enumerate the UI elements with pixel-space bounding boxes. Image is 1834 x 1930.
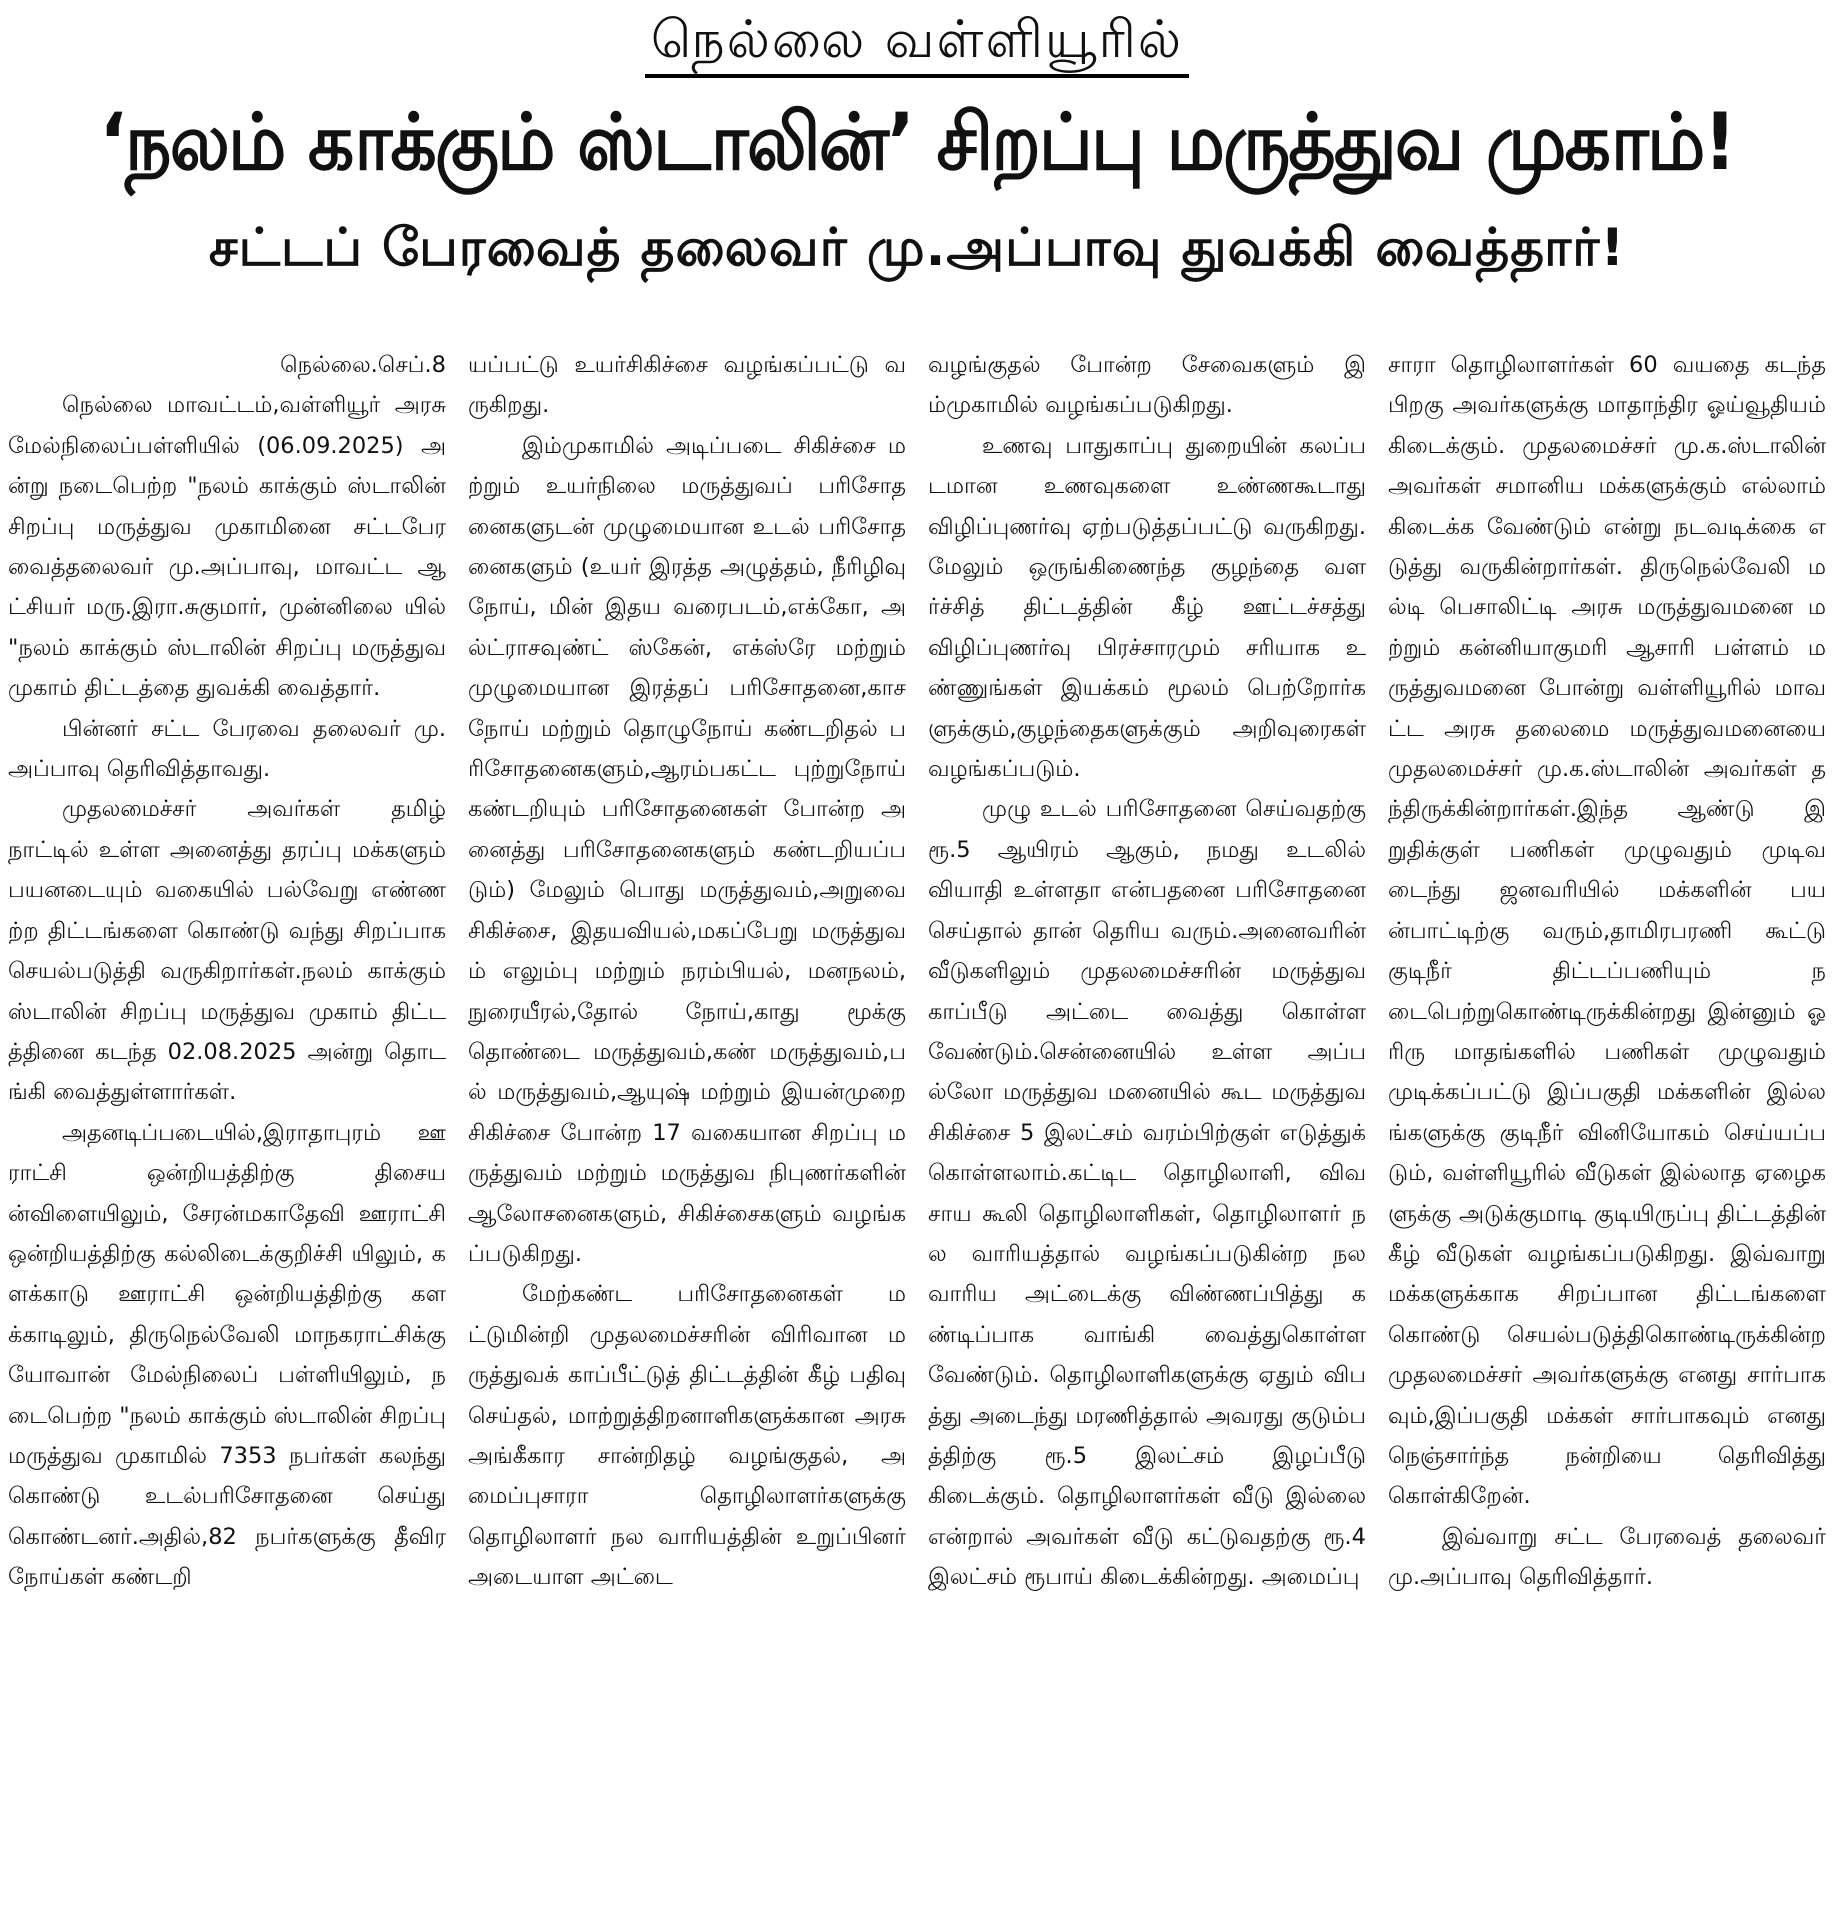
paragraph: மேற்கண்ட பரிசோதனைகள் மட்டுமின்றி முதலமைச்சரின் விரிவான மருத்துவக் காப்பீட்டுத் திட்டத்தின் கீழ் பதிவு செய்தல், மாற்றுத்திறனாளிகளுக்கான அரசு அங்கீகார சான்றிதழ் வழங்குதல், அமைப்புசாரா தொழிலாளர்களுக்கு தொழிலாளர் நல வாரியத்தின் உறுப்பினர் அடையாள அட்டை bbox=[468, 1281, 906, 1591]
paragraph: இவ்வாறு சட்ட பேரவைத் தலைவர் மு.அப்பாவு தெரிவித்தார். bbox=[1388, 1523, 1826, 1591]
paragraph: முழு உடல் பரிசோதனை செய்வதற்கு ரூ.5 ஆயிரம் ஆகும், நமது உடலில் வியாதி உள்ளதா என்பதனை பரிசோதனை செய்தால் தான் தெரிய வரும்.அனைவரின் வீடுகளிலும் முதலமைச்சரின் மருத்துவ காப்பீடு அட்டை வைத்து கொள்ள வேண்டும்.சென்னையில் உள்ள அப்பல்லோ மருத்துவ மனையில் கூட மருத்துவ சிகிச்சை 5 இலட்சம் வரம்பிற்குள் எடுத்துக் கொள்ளலாம்.கட்டிட தொழிலாளி, விவசாய கூலி தொழிலாளிகள், தொழிலாளர் நல வாரியத்தால் வழங்கப்படுகின்ற நல வாரிய அட்டைக்கு விண்ணப்பித்து கண்டிப்பாக வாங்கி வைத்துகொள்ள வேண்டும். தொழிலாளிகளுக்கு ஏதும் விபத்து அடைந்து மரணித்தால் அவரது குடும்பத்திற்கு ரூ.5 இலட்சம் இழப்பீடு கிடைக்கும். தொழிலாளர்கள் வீடு இல்லை என்றால் அவர்கள் வீடு கட்டுவதற்கு ரூ.4 இலட்சம் ரூபாய் கிடைக்கின்றது. அமைப்பு bbox=[928, 796, 1366, 1591]
paragraph-continued: யப்பட்டு உயர்சிகிச்சை வழங்கப்பட்டு வருகிறது. bbox=[468, 352, 906, 419]
paragraph: பின்னர் சட்ட பேரவை தலைவர் மு.அப்பாவு தெரிவித்தாவது. bbox=[8, 715, 446, 783]
paragraph: உணவு பாதுகாப்பு துறையின் கலப்படமான உணவுகளை உண்ணகூடாது விழிப்புணர்வு ஏற்படுத்தப்பட்டு வருகிறது.மேலும் ஒருங்கிணைந்த குழந்தை வளர்ச்சித் திட்டத்தின் கீழ் ஊட்டச்சத்து விழிப்புணர்வு பிரச்சாரமும் சரியாக உண்ணுங்கள் இயக்கம் மூலம் பெற்றோர்களுக்கும்,குழந்தைகளுக்கும் அறிவுரைகள் வழங்கப்படும். bbox=[928, 432, 1366, 783]
paragraph: இம்முகாமில் அடிப்படை சிகிச்சை மற்றும் உயர்நிலை மருத்துவப் பரிசோதனைகளுடன் முழுமையான உடல் பரிசோதனைகளும் (உயர் இரத்த அழுத்தம், நீரிழிவு நோய், மின் இதய வரைபடம்,எக்கோ, அல்ட்ராசவுண்ட் ஸ்கேன், எக்ஸ்ரே மற்றும் முழுமையான இரத்தப் பரிசோதனை,காசநோய் மற்றும் தொழுநோய் கண்டறிதல் பரிசோதனைகளும்,ஆரம்பகட்ட புற்றுநோய் கண்டறியும் பரிசோதனைகள் போன்ற அனைத்து பரிசோதனைகளும் கண்டறியப்படும்) மேலும் பொது மருத்துவம்,அறுவை சிகிச்சை, இதயவியல்,மகப்பேறு மருத்துவம் எலும்பு மற்றும் நரம்பியல், மனநலம், நுரையீரல்,தோல் நோய்,காது மூக்கு தொண்டை மருத்துவம்,கண் மருத்துவம்,பல் மருத்துவம்,ஆயுஷ் மற்றும் இயன்முறை சிகிச்சை போன்ற 17 வகையான சிறப்பு மருத்துவம் மற்றும் மருத்துவ நிபுணர்களின் ஆலோசனைகளும், சிகிச்சைகளும் வழங்கப்படுகிறது. bbox=[468, 432, 906, 1267]
column-2 bbox=[468, 345, 906, 1925]
subheadline: சட்டப் பேரவைத் தலைவர் மு.அப்பாவு துவக்கி வைத்தார்! bbox=[208, 218, 1626, 278]
paragraph-continued: வழங்குதல் போன்ற சேவைகளும் இம்முகாமில் வழங்கப்படுகிறது. bbox=[928, 352, 1366, 419]
dateline: நெல்லை.செப்.8 bbox=[280, 352, 446, 378]
headline: ‘நலம் காக்கும் ஸ்டாலின்’ சிறப்பு மருத்துவ முகாம்! bbox=[99, 98, 1735, 188]
paragraph: முதலமைச்சர் அவர்கள் தமிழ் நாட்டில் உள்ள அனைத்து தரப்பு மக்களும் பயனடையும் வகையில் பல்வேறு எண்ணற்ற திட்டங்களை கொண்டு வந்து சிறப்பாக செயல்படுத்தி வருகிறார்கள்.நலம் காக்கும் ஸ்டாலின் சிறப்பு மருத்துவ முகாம் திட்டத்தினை கடந்த 02.08.2025 அன்று தொடங்கி வைத்துள்ளார்கள். bbox=[8, 796, 446, 1106]
kicker-wrap bbox=[0, 0, 1834, 88]
column-3 bbox=[928, 345, 1366, 1925]
article-columns bbox=[8, 345, 1826, 1925]
kicker: நெல்லை வள்ளியூரில் bbox=[645, 6, 1189, 78]
paragraph: நெல்லை மாவட்டம்,வள்ளியூர் அரசு மேல்நிலைப்பள்ளியில் (06.09.2025) அன்று நடைபெற்ற "நலம் காக்கும் ஸ்டாலின் சிறப்பு மருத்துவ முகாமினை சட்டபேரவைத்தலைவர் மு.அப்பாவு, மாவட்ட ஆட்சியர் மரு.இரா.சுகுமார், முன்னிலை யில் "நலம் காக்கும் ஸ்டாலின் சிறப்பு மருத்துவ முகாம் திட்டத்தை துவக்கி வைத்தார். bbox=[8, 392, 446, 702]
paragraph-continued: சாரா தொழிலாளர்கள் 60 வயதை கடந்த பிறகு அவர்களுக்கு மாதாந்திர ஓய்வூதியம் கிடைக்கும். முதலமைச்சர் மு.க.ஸ்டாலின் அவர்கள் சமானிய மக்களுக்கும் எல்லாம் கிடைக்க வேண்டும் என்று நடவடிக்கை எடுத்து வருகின்றார்கள். திருநெல்வேலி மல்டி பெசாலிட்டி அரசு மருத்துவமனை மற்றும் கன்னியாகுமரி ஆசாரி பள்ளம் மருத்துவமனை போன்று வள்ளியூரில் மாவட்ட அரசு தலைமை மருத்துவமனையை முதலமைச்சர் மு.க.ஸ்டாலின் அவர்கள் தந்திருக்கின்றார்கள்.இந்த ஆண்டு இறுதிக்குள் பணிகள் முழுவதும் முடிவடைந்து ஜனவரியில் மக்களின் பயன்பாட்டிற்கு வரும்,தாமிரபரணி கூட்டு குடிநீர் திட்டப்பணியும் நடைபெற்றுகொண்டிருக்கின்றது இன்னும் ஓரிரு மாதங்களில் பணிகள் முழுவதும் முடிக்கப்பட்டு இப்பகுதி மக்களின் இல்லங்களுக்கு குடிநீர் வினியோகம் செய்யப்படும், வள்ளியூரில் வீடுகள் இல்லாத ஏழைகளுக்கு அடுக்குமாடி குடியிருப்பு திட்டத்தின் கீழ் வீடுகள் வழங்கப்படுகிறது. இவ்வாறு மக்களுக்காக சிறப்பான திட்டங்களை கொண்டு செயல்படுத்திகொண்டிருக்கின்ற முதலமைச்சர் அவர்களுக்கு எனது சார்பாகவும்,இப்பகுதி மக்கள் சார்பாகவும் எனது நெஞ்சார்ந்த நன்றியை தெரிவித்து கொள்கிறேன். bbox=[1388, 352, 1826, 1510]
paragraph: அதனடிப்படையில்,இராதாபுரம் ஊராட்சி ஒன்றியத்திற்கு திசையன்விளையிலும், சேரன்மகாதேவி ஊராட்சி ஒன்றியத்திற்கு கல்லிடைக்குறிச்சி யிலும், களக்காடு ஊராட்சி ஒன்றியத்திற்கு களக்காடிலும், திருநெல்வேலி மாநகராட்சிக்கு யோவான் மேல்நிலைப் பள்ளியிலும், நடைபெற்ற "நலம் காக்கும் ஸ்டாலின் சிறப்பு மருத்துவ முகாமில் 7353 நபர்கள் கலந்து கொண்டு உடல்பரிசோதனை செய்து கொண்டனர்.அதில்,82 நபர்களுக்கு தீவிர நோய்கள் கண்டறி bbox=[8, 1119, 446, 1591]
column-1 bbox=[8, 345, 446, 1925]
column-4 bbox=[1388, 345, 1826, 1925]
